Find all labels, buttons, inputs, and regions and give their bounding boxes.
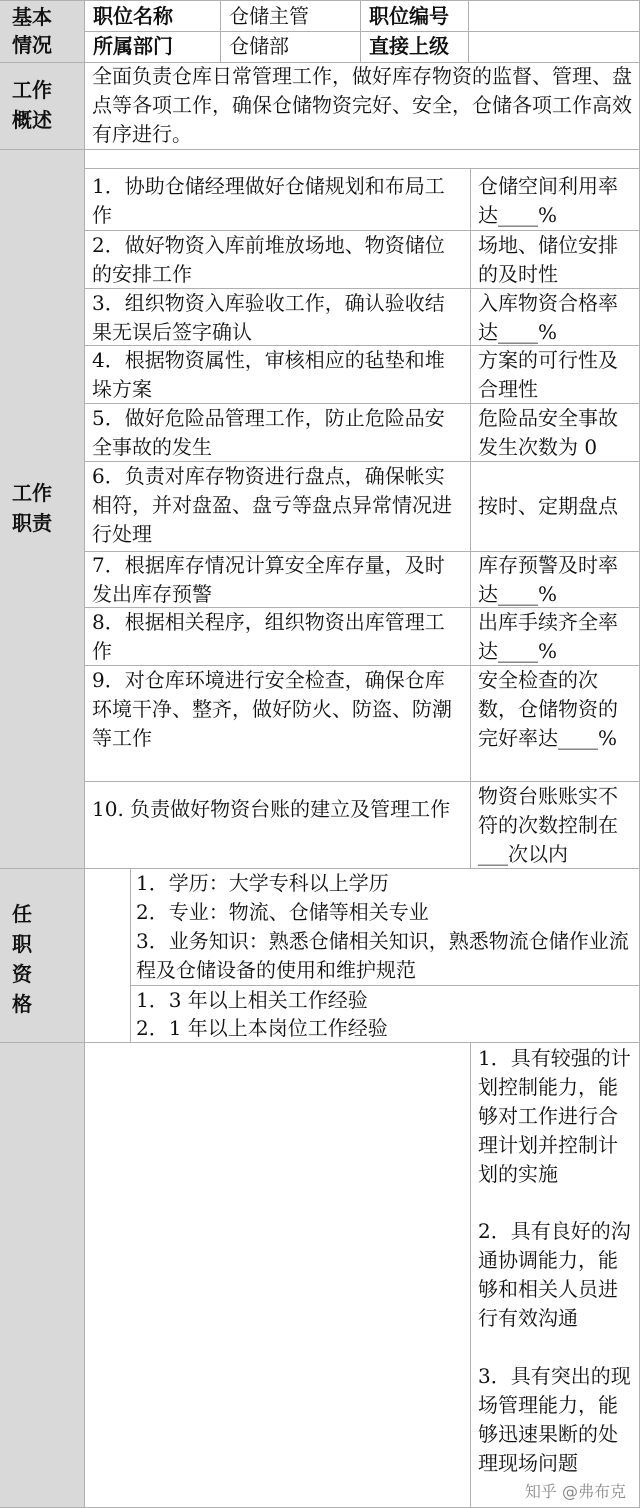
duty-item: 8．根据相关程序，组织物资出库管理工作 [92, 610, 445, 663]
duty-metric: 仓储空间利用率达____% [478, 174, 618, 227]
knowledge-item: 1．学历：大学专科以上学历 [136, 871, 389, 895]
position-no-label: 职位编号 [369, 4, 449, 28]
duty-metric: 库存预警及时率达____% [478, 553, 618, 606]
duty-metric: 入库物资合格率达____% [478, 291, 618, 344]
qualification-label-cell [0, 869, 84, 1508]
duty-item: 7．根据库存情况计算安全库存量，及时发出库存预警 [92, 553, 445, 606]
knowledge-item: 3．业务知识：熟悉仓储相关知识，熟悉物流仓储作业流程及仓储设备的使用和维护规范 [136, 929, 629, 982]
qualification-label-1: 任 [12, 902, 32, 926]
basic-info-label-cell [0, 0, 84, 62]
qualification-label-3: 资 [12, 962, 32, 986]
duty-item: 4．根据物资属性，审核相应的毡垫和堆垛方案 [92, 348, 445, 401]
basic-info-label-1: 基本 [12, 5, 52, 29]
overview-label-2: 概述 [12, 108, 52, 132]
duty-metric: 按时、定期盘点 [478, 494, 618, 518]
duties-label-2: 职责 [12, 511, 52, 535]
experience-item: 1．3 年以上相关工作经验 [136, 988, 368, 1012]
position-name-label: 职位名称 [93, 4, 173, 28]
duties-label-cell [0, 150, 84, 868]
duty-metric: 场地、储位安排的及时性 [478, 233, 618, 286]
duty-item: 10. 负责做好物资台账的建立及管理工作 [92, 797, 451, 821]
dept-value: 仓储部 [229, 34, 289, 58]
duty-metric: 方案的可行性及合理性 [478, 348, 618, 401]
watermark: 知乎 @弗布克 [524, 1482, 626, 1501]
experience-item: 2．1 年以上本岗位工作经验 [136, 1016, 388, 1040]
ability-item: 3．具有突出的现场管理能力，能够迅速果断的处理现场问题 [478, 1364, 631, 1475]
duty-metric: 出库手续齐全率达____% [478, 610, 618, 663]
basic-info-label-2: 情况 [12, 33, 52, 57]
duty-item: 5．做好危险品管理工作，防止危险品安全事故的发生 [92, 406, 445, 459]
position-name-value: 仓储主管 [229, 4, 309, 28]
knowledge-item: 2．专业：物流、仓储等相关专业 [136, 900, 429, 924]
duty-item: 1．协助仓储经理做好仓储规划和布局工作 [92, 174, 445, 227]
duty-item: 6．负责对库存物资进行盘点，确保帐实相符，并对盘盈、盘亏等盘点异常情况进行处理 [92, 464, 452, 546]
superior-label: 直接上级 [369, 34, 449, 58]
overview-label-1: 工作 [12, 78, 52, 102]
duty-metric: 物资台账账实不符的次数控制在___次以内 [478, 784, 618, 866]
qualification-label-4: 格 [12, 992, 32, 1016]
overview-label-cell [0, 63, 84, 149]
duty-item: 9．对仓库环境进行安全检查，确保仓库环境干净、整齐，做好防火、防盗、防潮等工作 [92, 668, 452, 750]
duty-item: 3．组织物资入库验收工作，确认验收结果无误后签字确认 [92, 291, 445, 344]
ability-item: 2．具有良好的沟通协调能力，能够和相关人员进行有效沟通 [478, 1219, 631, 1330]
ability-item: 1．具有较强的计划控制能力，能够对工作进行合理计划并控制计划的实施 [478, 1046, 631, 1186]
overview-text: 全面负责仓库日常管理工作，做好库存物资的监督、管理、盘点等各项工作，确保仓储物资完好、安全，仓储各项工作高效有序进行。 [92, 64, 632, 146]
duty-metric: 危险品安全事故发生次数为 0 [478, 406, 618, 459]
dept-label: 所属部门 [93, 34, 173, 58]
qualification-label-2: 职 [12, 932, 32, 956]
duty-metric: 安全检查的次数，仓储物资的完好率达____% [478, 668, 618, 750]
duties-label-1: 工作 [12, 481, 52, 505]
duty-item: 2．做好物资入库前堆放场地、物资储位的安排工作 [92, 233, 445, 286]
